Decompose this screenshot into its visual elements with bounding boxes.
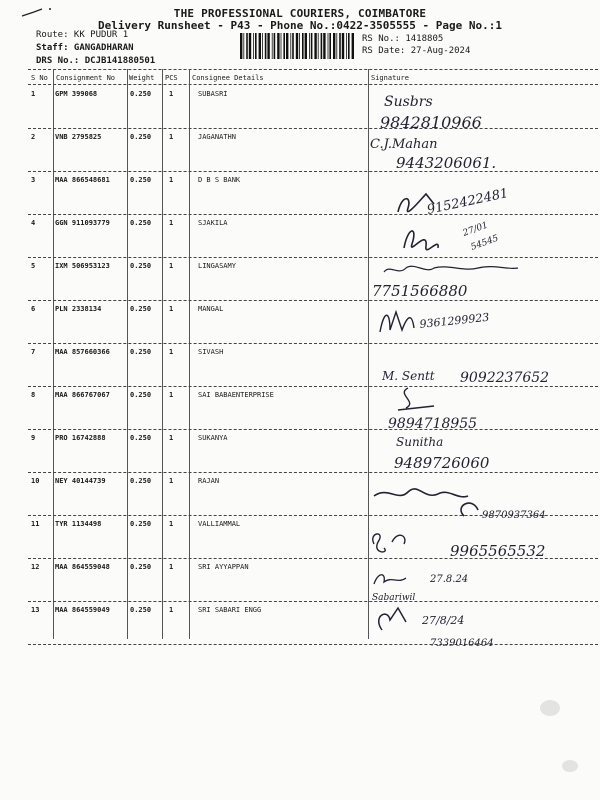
cell-pcs: 1 <box>169 477 174 485</box>
sig12-date: 27.8.24 <box>430 574 469 585</box>
cell-weight: 0.250 <box>130 520 152 528</box>
cell-pcs: 1 <box>169 563 174 571</box>
runsheet-title: Delivery Runsheet - P43 - Phone No.:0422-3505555 - Page No.:1 <box>98 19 502 32</box>
barcode-bar <box>283 33 285 59</box>
barcode-bar <box>346 33 347 59</box>
barcode-bar <box>328 33 329 59</box>
cell-pcs: 1 <box>169 520 174 528</box>
cell-pcs: 1 <box>169 133 174 141</box>
sig4-date: 27/01 <box>461 220 490 239</box>
cell-sno: 10 <box>31 477 40 485</box>
sig9-name: Sunitha <box>396 435 444 449</box>
barcode-bar <box>277 33 279 59</box>
cell-consignment-no: MAA 864559049 <box>55 606 110 614</box>
barcode-bar <box>259 33 261 59</box>
cell-consignment-no: GPM 399068 <box>55 90 98 98</box>
cell-sno: 1 <box>31 90 36 98</box>
cell-consignee: RAJAN <box>198 477 220 485</box>
cell-sno: 4 <box>31 219 36 227</box>
col-consignee-header: Consignee Details <box>192 74 264 82</box>
cell-consignee: SIVASH <box>198 348 224 356</box>
signature-row-6 <box>368 302 588 342</box>
row-rule <box>28 343 598 344</box>
barcode-bar <box>339 33 341 59</box>
cell-pcs: 1 <box>169 434 174 442</box>
signature-row-2 <box>368 134 588 174</box>
sig2-name: C.J.Mahan <box>370 137 438 152</box>
barcode-bar <box>267 33 269 59</box>
barcode-bar <box>348 33 350 59</box>
cell-weight: 0.250 <box>130 305 152 313</box>
barcode-bar <box>352 33 354 59</box>
cell-consignment-no: VNB 2795825 <box>55 133 102 141</box>
cell-pcs: 1 <box>169 90 174 98</box>
barcode-bar <box>342 33 344 59</box>
barcode-bar <box>243 33 244 59</box>
barcode-bar <box>249 33 251 59</box>
cell-weight: 0.250 <box>130 477 152 485</box>
cell-pcs: 1 <box>169 606 174 614</box>
cell-consignee: SUKANYA <box>198 434 228 442</box>
sig5-phone: 7751566880 <box>372 282 468 300</box>
cell-consignee: MANGAL <box>198 305 224 313</box>
signature-row-3 <box>368 176 588 222</box>
signature-row-9 <box>368 430 588 474</box>
cell-consignment-no: PRO 16742888 <box>55 434 106 442</box>
cell-pcs: 1 <box>169 305 174 313</box>
barcode-bar <box>336 33 337 59</box>
sig13-date: 27/8/24 <box>422 614 465 627</box>
stray-mark <box>20 6 60 20</box>
cell-consignee: SAI BABAENTERPRISE <box>198 391 274 399</box>
rs-date: RS Date: 27-Aug-2024 <box>362 46 471 56</box>
cell-sno: 8 <box>31 391 36 399</box>
sig4-number: 54545 <box>469 233 500 253</box>
barcode-bar <box>240 33 242 59</box>
barcode-bar <box>292 33 294 59</box>
cell-consignment-no: NEY 40144739 <box>55 477 106 485</box>
rs-number: RS No.: 1418805 <box>362 34 444 44</box>
cell-consignee: LINGASAMY <box>198 262 236 270</box>
barcode-bar <box>272 33 273 59</box>
cell-weight: 0.250 <box>130 348 152 356</box>
cell-consignment-no: MAA 857660366 <box>55 348 110 356</box>
barcode-bar <box>333 33 335 59</box>
sig10-phone: 9870937364 <box>482 510 546 521</box>
cell-consignee: SRI AYYAPPAN <box>198 563 249 571</box>
cell-consignee: VALLIAMMAL <box>198 520 241 528</box>
cell-weight: 0.250 <box>130 133 152 141</box>
cell-consignment-no: PLN 2338134 <box>55 305 102 313</box>
barcode-bar <box>329 33 331 59</box>
cell-sno: 2 <box>31 133 36 141</box>
barcode-bar <box>309 33 310 59</box>
barcode-bar <box>321 33 323 59</box>
barcode <box>240 33 355 59</box>
barcode-bar <box>318 33 319 59</box>
staff-label: Staff: GANGADHARAN <box>36 43 134 53</box>
table-top-rule <box>28 69 598 70</box>
barcode-bar <box>281 33 282 59</box>
cell-pcs: 1 <box>169 391 174 399</box>
sig6-phone: 9361299923 <box>418 310 490 331</box>
cell-sno: 5 <box>31 262 36 270</box>
company-title: THE PROFESSIONAL COURIERS, COIMBATORE <box>173 7 427 20</box>
signature-row-1 <box>368 86 588 136</box>
cell-sno: 12 <box>31 563 40 571</box>
col-consignment-header: Consignment No <box>56 74 116 82</box>
cell-consignee: SJAKILA <box>198 219 228 227</box>
col-pcs-header: PCS <box>165 74 178 82</box>
signature-row-10 <box>368 476 588 524</box>
cell-weight: 0.250 <box>130 176 152 184</box>
cell-pcs: 1 <box>169 348 174 356</box>
sig13-note: Sabariwil <box>372 593 416 603</box>
barcode-bar <box>262 33 263 59</box>
cell-sno: 7 <box>31 348 36 356</box>
sig11-phone: 9965565532 <box>450 542 546 560</box>
cell-consignee: SRI SABARI ENGG <box>198 606 262 614</box>
cell-consignee: SUBASRI <box>198 90 228 98</box>
barcode-bar <box>311 33 313 59</box>
barcode-bar <box>246 33 248 59</box>
drs-number: DRS No.: DCJB141880501 <box>36 56 156 66</box>
signature-row-13 <box>368 588 588 654</box>
signature-row-8 <box>368 384 588 432</box>
cell-weight: 0.250 <box>130 90 152 98</box>
barcode-bar <box>302 33 304 59</box>
cell-consignment-no: GGN 911093779 <box>55 219 110 227</box>
table-header-rule <box>28 84 598 85</box>
sig2-phone: 9443206061. <box>396 154 497 172</box>
col-sno-header: S No <box>31 74 48 82</box>
barcode-bar <box>305 33 307 59</box>
cell-pcs: 1 <box>169 262 174 270</box>
sig7-name: M. Sentt <box>382 369 435 383</box>
cell-consignment-no: MAA 866767067 <box>55 391 110 399</box>
cell-consignment-no: TYR 1134498 <box>55 520 102 528</box>
cell-pcs: 1 <box>169 176 174 184</box>
barcode-bar <box>255 33 257 59</box>
sig1-name: Susbrs <box>384 94 433 110</box>
barcode-bar <box>290 33 291 59</box>
cell-consignment-no: MAA 866548681 <box>55 176 110 184</box>
barcode-bar <box>286 33 288 59</box>
sig13-phone: 7339016464 <box>430 638 494 649</box>
signature-row-11 <box>368 520 588 570</box>
cell-consignment-no: IXM 506953123 <box>55 262 110 270</box>
route-label: Route: KK PUDUR 1 <box>36 30 129 40</box>
signature-row-5 <box>368 262 588 306</box>
cell-pcs: 1 <box>169 219 174 227</box>
cell-consignment-no: MAA 864559048 <box>55 563 110 571</box>
barcode-bar <box>314 33 316 59</box>
sig7-phone: 9092237652 <box>460 370 550 386</box>
sig3-phone: 9152422481 <box>425 186 510 218</box>
cell-sno: 11 <box>31 520 40 528</box>
cell-consignee: JAGANATHN <box>198 133 236 141</box>
cell-weight: 0.250 <box>130 606 152 614</box>
cell-weight: 0.250 <box>130 262 152 270</box>
barcode-bar <box>274 33 276 59</box>
sig1-phone: 9842810966 <box>380 113 482 132</box>
scan-speck <box>540 700 560 716</box>
sig9-phone: 9489726060 <box>394 454 490 472</box>
col-weight-header: Weight <box>129 74 155 82</box>
barcode-bar <box>253 33 254 59</box>
barcode-bar <box>323 33 325 59</box>
scan-speck <box>562 760 578 772</box>
cell-weight: 0.250 <box>130 434 152 442</box>
cell-weight: 0.250 <box>130 391 152 399</box>
cell-weight: 0.250 <box>130 219 152 227</box>
col-signature-header: Signature <box>371 74 409 82</box>
barcode-bar <box>296 33 298 59</box>
cell-sno: 13 <box>31 606 40 614</box>
cell-sno: 3 <box>31 176 36 184</box>
sig8-phone: 9894718955 <box>388 416 478 432</box>
cell-weight: 0.250 <box>130 563 152 571</box>
signature-row-4 <box>368 218 588 262</box>
cell-sno: 9 <box>31 434 36 442</box>
cell-sno: 6 <box>31 305 36 313</box>
barcode-bar <box>299 33 300 59</box>
barcode-bar <box>265 33 267 59</box>
cell-consignee: D B S BANK <box>198 176 241 184</box>
